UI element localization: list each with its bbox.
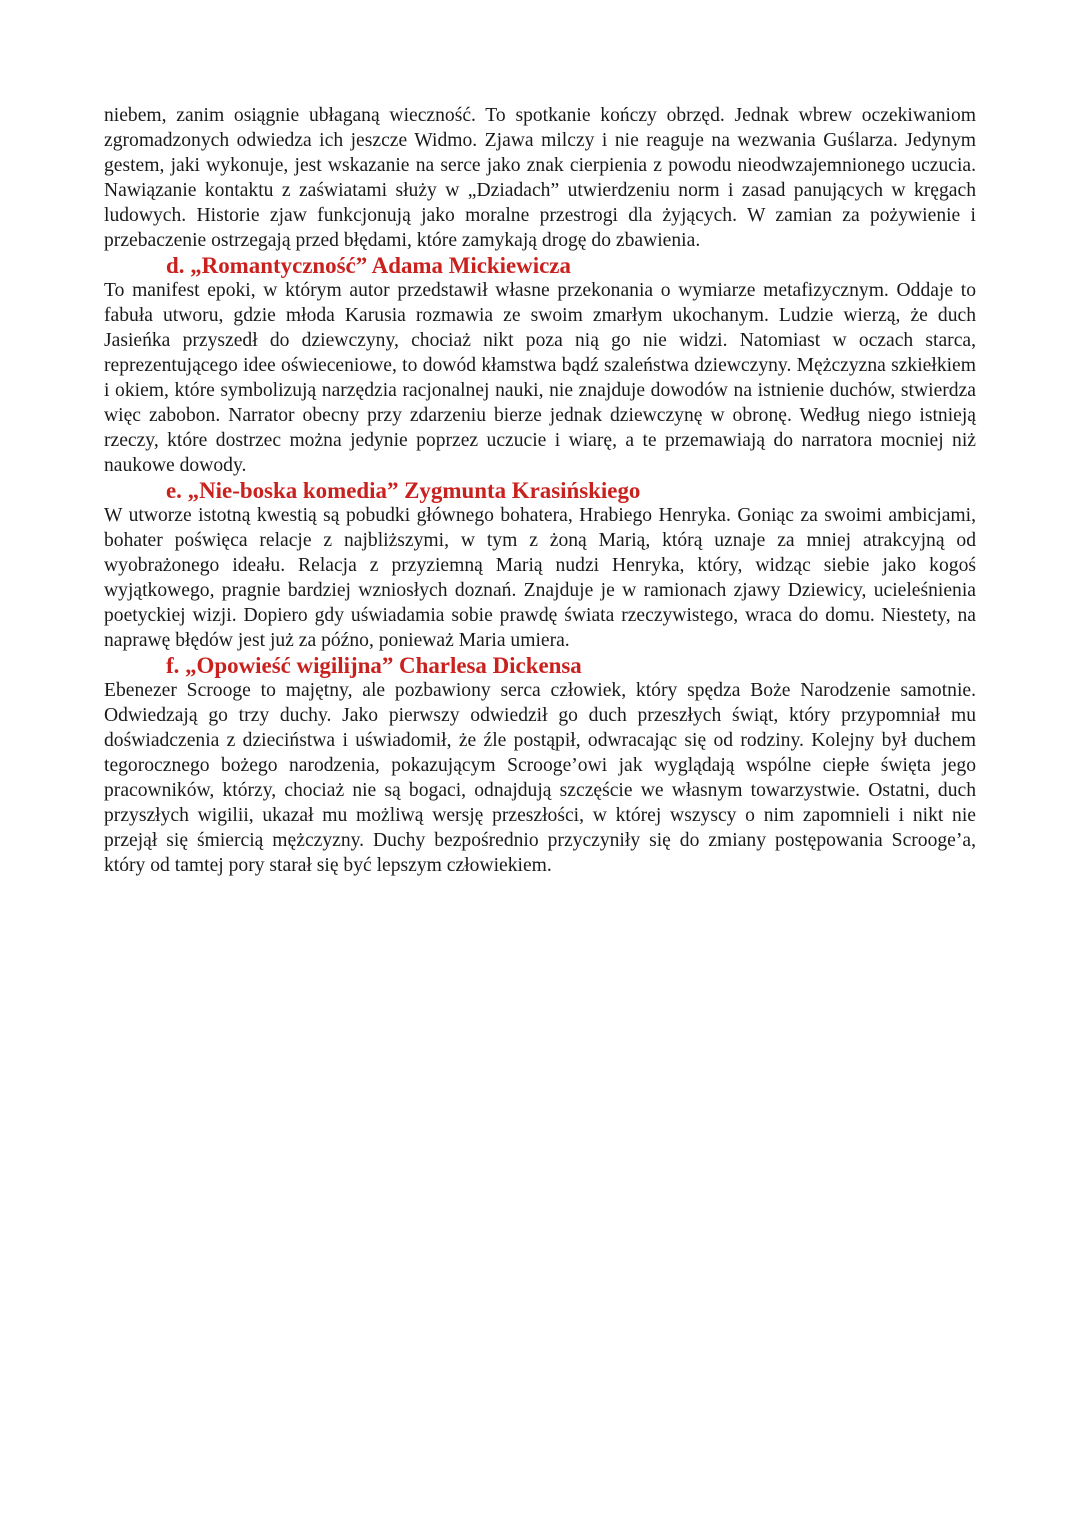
- section-body-nie-boska-komedia: W utworze istotną kwestią są pobudki głównego bohatera, Hrabiego Henryka. Goniąc za swoimi ambicjami, bohater poświęca relacje z najbliższymi, w tym z żoną Marią, którą uznaje za mniej atrakcyjną od wyobrażonego ideału. Relacja z przyziemną Marią nudzi Henryka, który, widząc siebie jako kogoś wyjątkowego, pragnie bardziej wzniosłych doznań. Znajduje je w ramionach zjawy Dziewicy, ucieleśnienia poetyckiej wizji. Dopiero gdy uświadamia sobie prawdę świata rzeczywistego, wraca do domu. Niestety, na naprawę błędów jest już za późno, ponieważ Maria umiera.: [104, 505, 976, 651]
- section-heading-nie-boska-komedia: e. „Nie-boska komedia” Zygmunta Krasińskiego: [166, 478, 641, 503]
- section-body-opowiesc-wigilijna: Ebenezer Scrooge to majętny, ale pozbawiony serca człowiek, który spędza Boże Narodzenie samotnie. Odwiedzają go trzy duchy. Jako pierwszy odwiedził go duch przeszłych świąt, który przypomniał mu doświadczenia z dzieciństwa i uświadomił, że źle postąpił, odwracając się od rodziny. Kolejny był duchem tegorocznego bożego narodzenia, pokazującym Scrooge’owi jak wyglądają wspólne ciepłe święta jego pracowników, którzy, chociaż nie są bogaci, odnajdują szczęście we własnym towarzystwie. Ostatni, duch przyszłych wigilii, ukazał mu możliwą wersję przeszłości, w której wszyscy o nim zapomnieli i nikt nie przejął się śmiercią mężczyzny. Duchy bezpośrednio przyczyniły się do zmiany postępowania Scrooge’a, który od tamtej pory starał się być lepszym człowiekiem.: [104, 680, 976, 876]
- intro-paragraph: niebem, zanim osiągnie ubłaganą wieczność. To spotkanie kończy obrzęd. Jednak wbrew oczekiwaniom zgromadzonych odwiedza ich jeszcze Widmo. Zjawa milczy i nie reaguje na wezwania Guślarza. Jedynym gestem, jaki wykonuje, jest wskazanie na serce jako znak cierpienia z powodu nieodwzajemnionego uczucia. Nawiązanie kontaktu z zaświatami służy w „Dziadach” utwierdzeniu norm i zasad panujących w kręgach ludowych. Historie zjaw funkcjonują jako moralne przestrogi dla żyjących. W zamian za pożywienie i przebaczenie ostrzegają przed błędami, które zamykają drogę do zbawienia.: [104, 105, 976, 251]
- document-page: [104, 103, 976, 878]
- section-body-romantycznosc: To manifest epoki, w którym autor przedstawił własne przekonania o wymiarze metafizycznym. Oddaje to fabuła utworu, gdzie młoda Karusia rozmawia ze swoim zmarłym ukochanym. Ludzie wierzą, że duch Jasieńka przyszedł do dziewczyny, chociaż nikt poza nią go nie widzi. Natomiast w oczach starca, reprezentującego idee oświeceniowe, to dowód kłamstwa bądź szaleństwa dziewczyny. Mężczyzna szkiełkiem i okiem, które symbolizują narzędzia racjonalnej nauki, nie znajduje dowodów na istnienie duchów, stwierdza więc zabobon. Narrator obecny przy zdarzeniu bierze jednak dziewczynę w obronę. Według niego istnieją rzeczy, które dostrzec można jedynie poprzez uczucie i wiarę, a te przemawiają do narratora mocniej niż naukowe dowody.: [104, 280, 976, 476]
- section-heading-opowiesc-wigilijna: f. „Opowieść wigilijna” Charlesa Dickensa: [166, 653, 582, 678]
- section-heading-romantycznosc: d. „Romantyczność” Adama Mickiewicza: [166, 253, 571, 278]
